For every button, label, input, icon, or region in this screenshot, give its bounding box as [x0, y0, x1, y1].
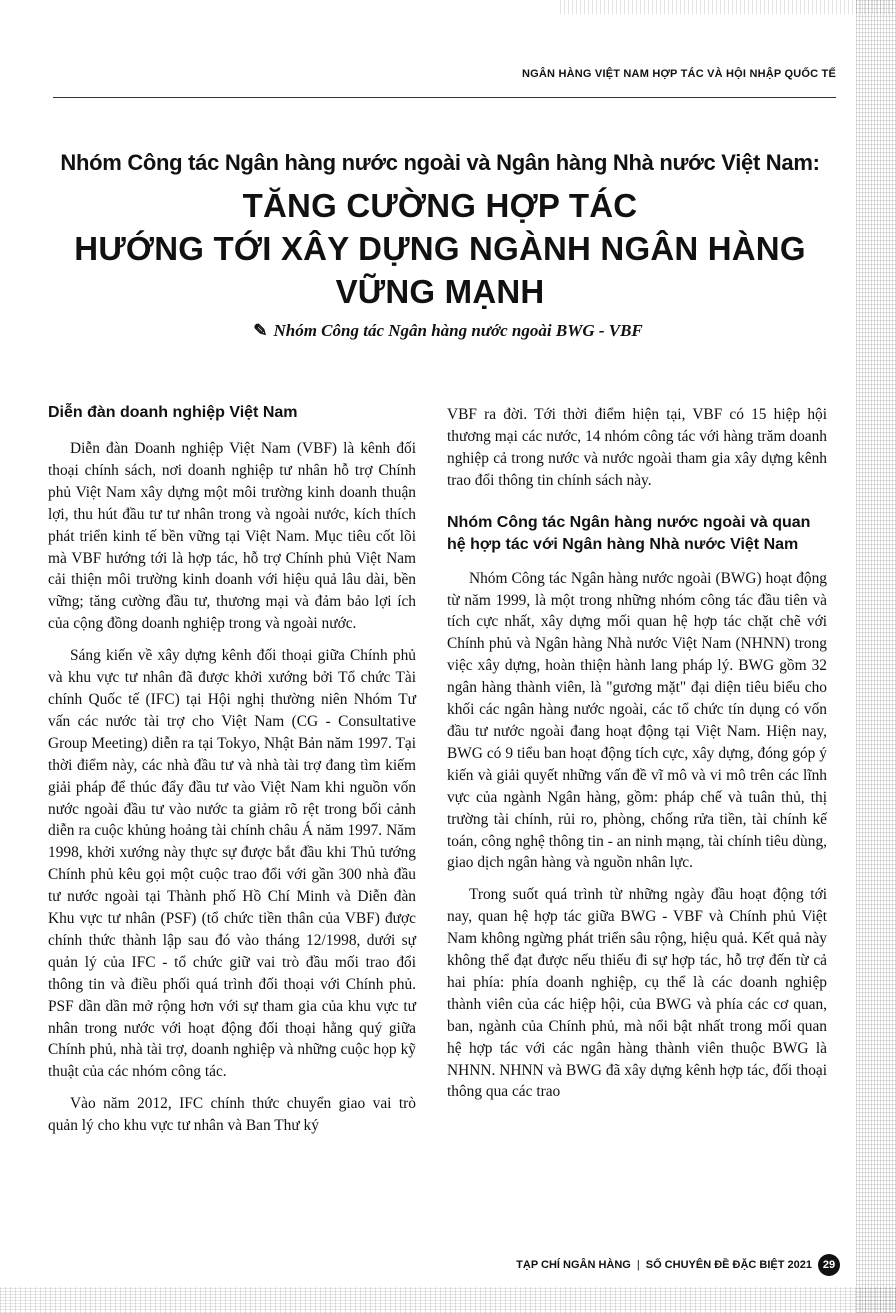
section-heading-bwg: Nhóm Công tác Ngân hàng nước ngoài và quan hệ hợp tác với Ngân hàng Nhà nước Việt Nam [447, 513, 811, 553]
title-block [40, 150, 840, 313]
byline-text: Nhóm Công tác Ngân hàng nước ngoài BWG - VBF [273, 321, 643, 340]
header-divider [53, 97, 836, 98]
running-header: NGÂN HÀNG VIỆT NAM HỢP TÁC VÀ HỘI NHẬP QUỐC TẾ [522, 68, 836, 80]
paragraph: Trong suốt quá trình từ những ngày đầu hoạt động tới nay, quan hệ hợp tác giữa BWG - VBF và Chính phủ Việt Nam không ngừng phát triển sâu rộng, hiệu quả. Kết quả này không thể đạt được nếu thiếu đi sự hợp tác, hỗ trợ đến từ cả hai phía: phía doanh nghiệp, cụ thể là các doanh nghiệp thành viên của các hiệp hội, của BWG và phía các cơ quan, ban, ngành của Chính phủ, mà nổi bật nhất trong mối quan hệ hợp tác với các ngân hàng thành viên thuộc BWG là NHNN. NHNN và BWG đã xây dựng kênh hợp tác, đối thoại thông qua các trao [447, 886, 827, 1101]
paragraph-continued: VBF ra đời. Tới thời điểm hiện tại, VBF có 15 hiệp hội thương mại các nước, 14 nhóm công tác với hàng trăm doanh nghiệp cả trong nước và nước ngoài tham gia xây dựng kênh trao đổi thông tin chính sách này. [447, 406, 827, 489]
footer-separator: | [636, 1259, 640, 1271]
issue-label: SỐ CHUYÊN ĐỀ ĐẶC BIỆT 2021 [645, 1259, 812, 1271]
journal-name: TẠP CHÍ NGÂN HÀNG [516, 1259, 631, 1271]
byline [0, 321, 896, 341]
scan-noise-top [560, 0, 896, 14]
article-headline [40, 184, 840, 313]
scan-noise-right [856, 0, 896, 1313]
paragraph: Sáng kiến về xây dựng kênh đối thoại giữa Chính phủ và khu vực tư nhân đã được khởi xướng bởi Tổ chức Tài chính Quốc tế (IFC) tại Hội nghị thường niên Nhóm Tư vấn các nước tài trợ cho Việt Nam (CG - Consultative Group Meeting) diễn ra tại Tokyo, Nhật Bản năm 1997. Tại thời điểm này, các nhà đầu tư và nhà tài trợ đang tìm kiếm giải pháp để thúc đẩy đầu tư vào Việt Nam khi nguồn vốn nước ngoài đầu tư vào nước ta giảm rõ rệt trong bối cảnh diễn ra cuộc khủng hoảng tài chính châu Á năm 1997. Năm 1998, khởi xướng này thực sự được bắt đầu khi Thủ tướng Chính phủ kêu gọi một cuộc trao đổi với gần 300 nhà đầu tư nước ngoài tại Thành phố Hồ Chí Minh và Diễn đàn Khu vực tư nhân (PSF) (tổ chức tiền thân của VBF) được chính thức thành lập sau đó vào tháng 12/1998, dưới sự quản lý của IFC - tổ chức giữ vai trò đầu mối trao đổi thông tin và điều phối quá trình đối thoại với Chính phủ. PSF dần dần mở rộng hơn với sự tham gia của khu vực tư nhân trong nước với hoạt động đối thoại hằng quý giữa Chính phủ, nhà tài trợ, doanh nghiệp và những cuộc họp kỹ thuật của các nhóm công tác. [48, 647, 416, 1081]
column-right [447, 404, 827, 1113]
scan-noise-bottom [0, 1287, 896, 1313]
headline-line-2: HƯỚNG TỚI XÂY DỰNG NGÀNH NGÂN HÀNG VỮNG MẠNH [74, 230, 806, 310]
paragraph: Nhóm Công tác Ngân hàng nước ngoài (BWG) hoạt động từ năm 1999, là một trong những nhóm công tác đầu tiên và tích cực nhất, xây dựng mối quan hệ hợp tác chặt chẽ với Chính phủ và Ngân hàng Nhà nước Việt Nam (NHNN) trong việc xây dựng, hoàn thiện hành lang pháp lý. BWG gồm 32 ngân hàng thành viên, là "gương mặt" đại diện tiêu biểu cho khối các ngân hàng nước ngoài, các tổ chức tín dụng có vốn đầu tư nước ngoài đang hoạt động tại Việt Nam. Hiện nay, BWG có 9 tiểu ban hoạt động tích cực, xây dựng, đóng góp ý kiến và giải quyết những vấn đề vĩ mô và vi mô trên các lĩnh vực của ngành Ngân hàng, gồm: pháp chế và tuân thủ, thị trường tài chính, rủi ro, phòng, chống rửa tiền, tài chính kế toán, công nghệ thông tin - an ninh mạng, tài chính tiêu dùng, giao dịch ngân hàng và nguồn nhân lực. [447, 569, 827, 872]
page-number: 29 [818, 1254, 840, 1276]
paragraph: Vào năm 2012, IFC chính thức chuyển giao vai trò quản lý cho khu vực tư nhân và Ban Thư ký [48, 1095, 416, 1135]
section-heading-vbf: Diễn đàn doanh nghiệp Việt Nam [48, 404, 298, 421]
page-footer [516, 1254, 840, 1276]
article-kicker: Nhóm Công tác Ngân hàng nước ngoài và Ngân hàng Nhà nước Việt Nam: [60, 150, 820, 175]
pen-icon: ✎ [253, 321, 268, 340]
paragraph: Diễn đàn Doanh nghiệp Việt Nam (VBF) là kênh đối thoại chính sách, nơi doanh nghiệp tư nhân hỗ trợ Chính phủ Việt Nam xây dựng một môi trường kinh doanh thuận lợi, thu hút đầu tư tư nhân trong và ngoài nước, kích thích phát triển kinh tế bền vững tại Việt Nam. Mục tiêu cốt lõi mà VBF hướng tới là hợp tác, hỗ trợ Chính phủ Việt Nam cải thiện môi trường kinh doanh với hiệu quả lâu dài, bền vững; tăng cường đầu tư, thương mại và đảm bảo lợi ích của cộng đồng doanh nghiệp trong và ngoài nước. [48, 440, 416, 633]
column-left [48, 402, 416, 1147]
headline-line-1: TĂNG CƯỜNG HỢP TÁC [242, 187, 638, 224]
